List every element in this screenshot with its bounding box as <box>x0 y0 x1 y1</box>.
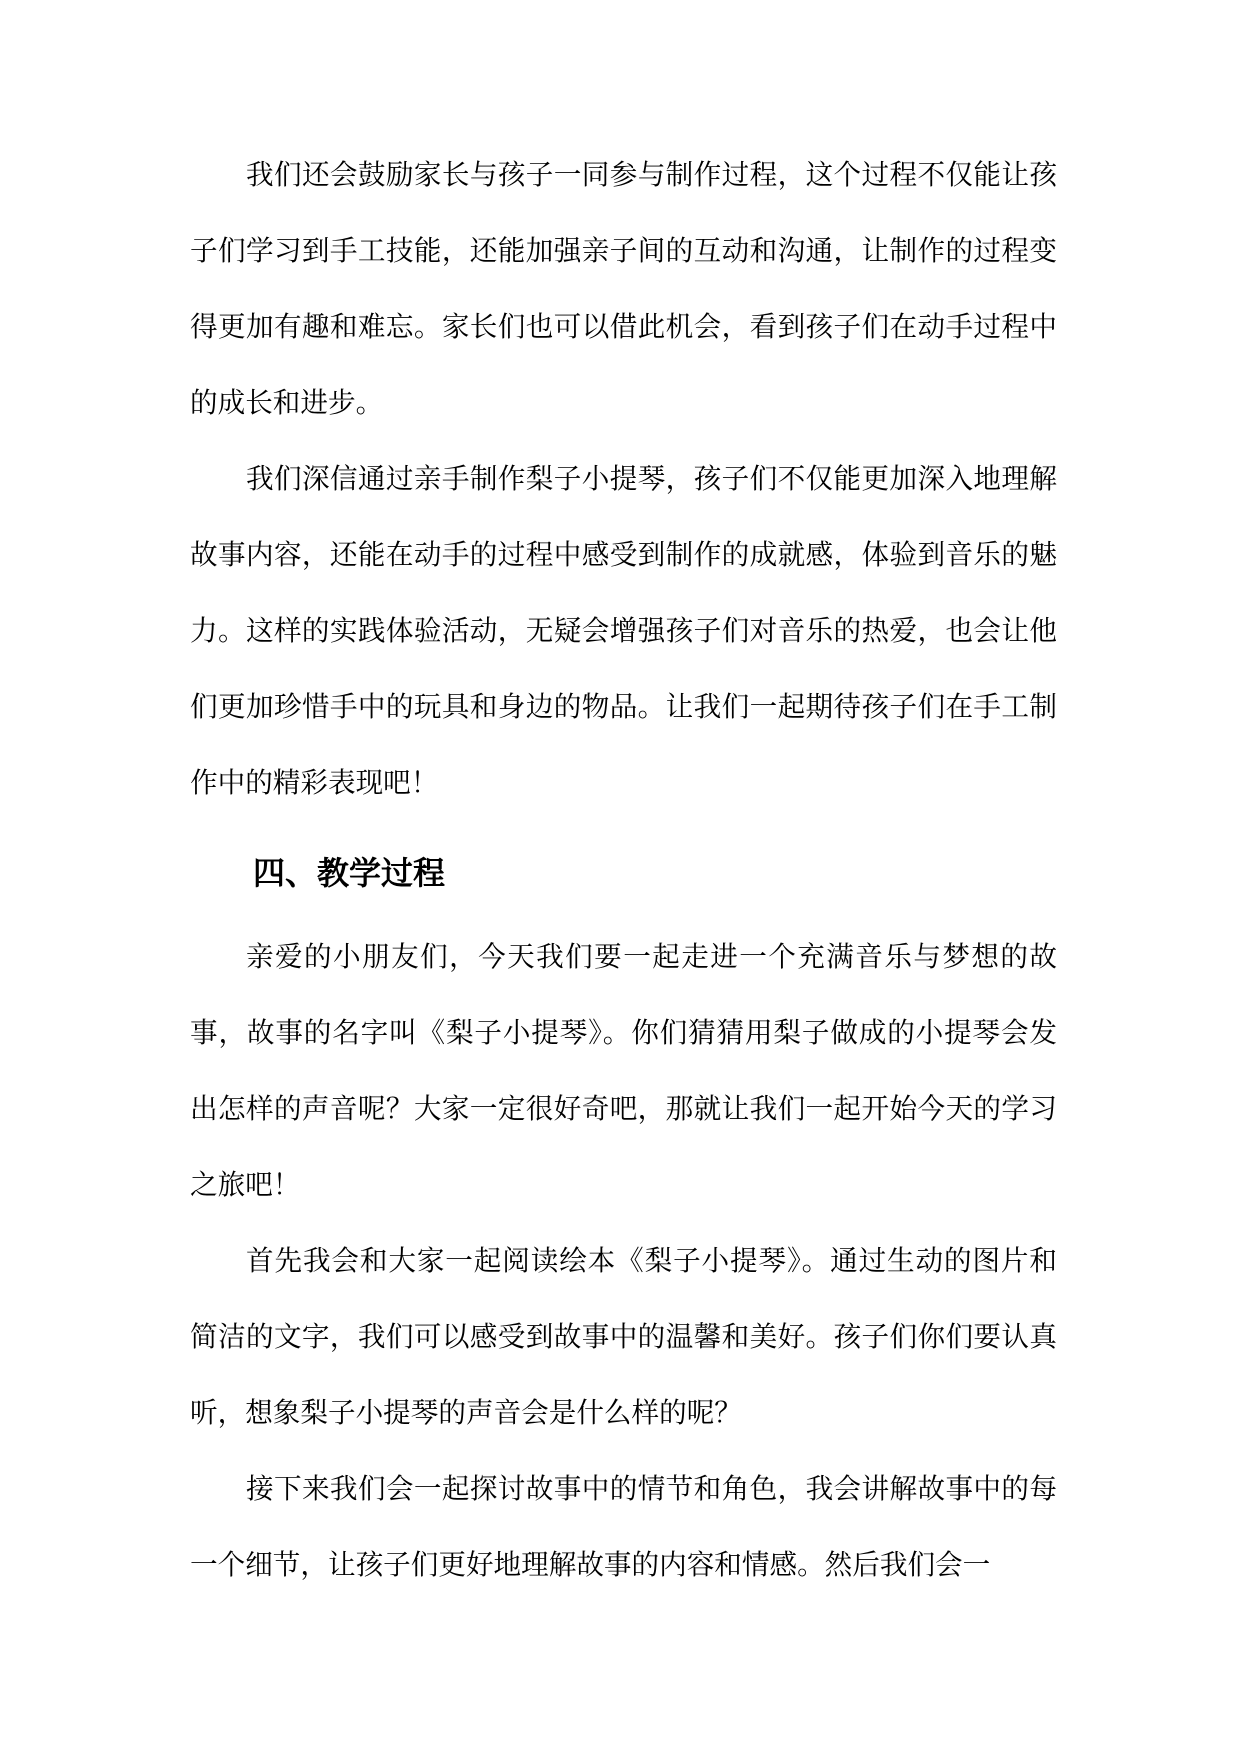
spacer <box>190 889 1057 919</box>
paragraph-introduction: 亲爱的小朋友们，今天我们要一起走进一个充满音乐与梦想的故事，故事的名字叫《梨子小提琴》。你们猜猜用梨子做成的小提琴会发出怎样的声音呢？大家一定很好奇吧，那就让我们一起开始今天的学习之旅吧！ <box>190 940 1057 1201</box>
paragraph-discussion: 接下来我们会一起探讨故事中的情节和角色，我会讲解故事中的每一个细节，让孩子们更好地理解故事的内容和情感。然后我们会一 <box>190 1472 1057 1581</box>
section-heading: 四、教学过程 <box>253 854 446 892</box>
document-page <box>190 137 1057 1603</box>
paragraph-reading: 首先我会和大家一起阅读绘本《梨子小提琴》。通过生动的图片和简洁的文字，我们可以感受到故事中的温馨和美好。孩子们你们要认真听，想象梨子小提琴的声音会是什么样的呢？ <box>190 1244 1057 1429</box>
spacer <box>190 821 1057 857</box>
paragraph-parent-participation: 我们还会鼓励家长与孩子一同参与制作过程，这个过程不仅能让孩子们学习到手工技能，还能加强亲子间的互动和沟通，让制作的过程变得更加有趣和难忘。家长们也可以借此机会，看到孩子们在动手过程中的成长和进步。 <box>190 158 1057 419</box>
paragraph-handmade-violin: 我们深信通过亲手制作梨子小提琴，孩子们不仅能更加深入地理解故事内容，还能在动手的过程中感受到制作的成就感，体验到音乐的魅力。这样的实践体验活动，无疑会增强孩子们对音乐的热爱，也会让他们更加珍惜手中的玩具和身边的物品。让我们一起期待孩子们在手工制作中的精彩表现吧！ <box>190 462 1057 799</box>
